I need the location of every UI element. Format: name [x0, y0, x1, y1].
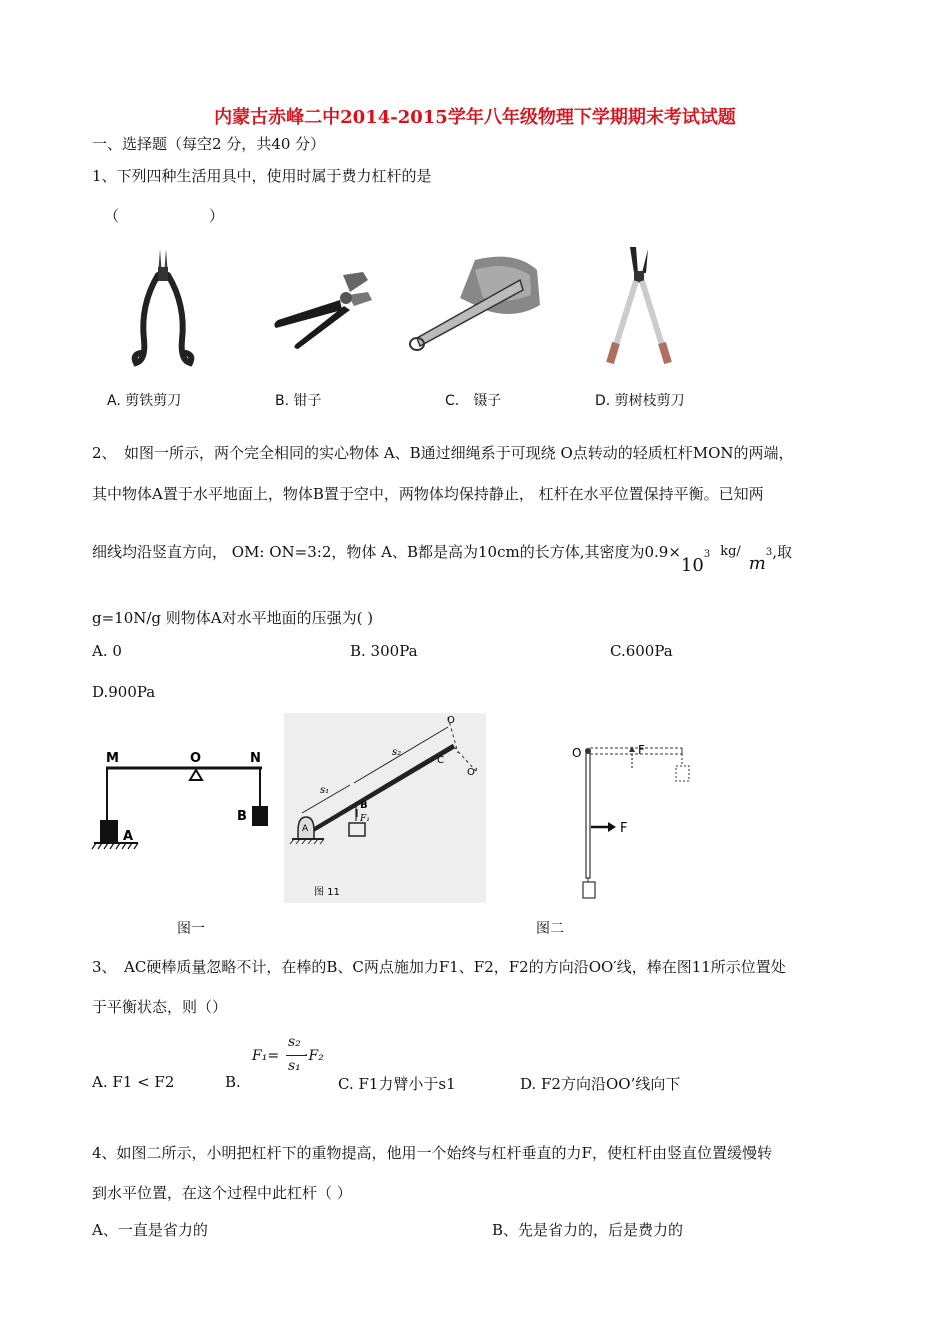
fig11-label-c: C [437, 755, 444, 766]
fig11-label-b: B [360, 800, 368, 811]
q2-option-a: A. 0 [92, 642, 122, 660]
branch-shears-icon [600, 245, 680, 365]
q2-line1: 2、 如图一所示，两个完全相同的实心物体 A、B通过细绳系于可现绕 O点转动的轻质杠杆MON的两端， [92, 444, 794, 462]
q3-option-b: B. [225, 1073, 241, 1091]
q2-line3 [92, 541, 793, 576]
q3-line2: 于平衡状态，则（） [92, 998, 228, 1016]
pliers-icon [268, 270, 378, 350]
q2-option-b: B. 300Pa [350, 642, 418, 660]
q1-option-c: C. 镊子 [445, 393, 502, 409]
q3-formula [252, 1034, 332, 1078]
fig11-label-o-prime: O' [467, 767, 478, 778]
fig11-caption: 图 11 [314, 887, 340, 898]
fig11-label-a: A [302, 824, 309, 834]
q4-line2: 到水平位置，在这个过程中此杠杆（ ） [92, 1184, 352, 1202]
fig11-label-f1: F₁ [360, 814, 370, 824]
unit-m-exp: 3 [765, 547, 773, 558]
q4-line1: 4、如图二所示，小明把杠杆下的重物提高，他用一个始终与杠杆垂直的力F，使杠杆由竖直位置缓慢转 [92, 1144, 772, 1162]
q3-option-c: C. F1力臂小于s1 [338, 1075, 456, 1093]
fig11-label-o: O [447, 715, 455, 726]
fig1-label-m: M [106, 751, 119, 766]
figure-2-rotating-lever [570, 742, 700, 904]
fig2-label-f-top: F [638, 743, 645, 757]
q1-answer-paren: （ ） [104, 207, 225, 225]
formula-f2: ·F₂ [304, 1048, 324, 1064]
iron-shears-icon [130, 245, 200, 370]
fig2-label-o: O [572, 746, 582, 760]
q2-line3-tail: ,取 [772, 543, 793, 561]
fig1-label-b: B [237, 809, 247, 824]
power-base: 10 [680, 555, 704, 576]
page-title: 内蒙古赤峰二中2014-2015学年八年级物理下学期期末考试试题 [214, 107, 736, 128]
unit-m: m [748, 553, 766, 574]
q2-option-c: C.600Pa [610, 642, 673, 660]
q3-option-d: D. F2方向沿OO’线向下 [520, 1075, 681, 1093]
fig2-caption: 图二 [536, 921, 564, 937]
fig1-caption: 图一 [177, 921, 205, 937]
figure-11-rod [284, 713, 486, 903]
fig11-label-s1: s₁ [320, 785, 330, 796]
fig11-label-s2: s₂ [392, 747, 402, 758]
q2-option-d: D.900Pa [92, 683, 156, 701]
unit-kg: kg/ [720, 544, 741, 559]
q4-option-a: A、一直是省力的 [92, 1221, 208, 1239]
fig1-label-n: N [250, 751, 261, 766]
tweezers-icon [405, 250, 545, 360]
fig1-label-o: O [190, 751, 202, 766]
formula-denominator: s₁ [288, 1058, 301, 1074]
figure-1-lever [90, 748, 275, 860]
q3-line1: 3、 AC硬棒质量忽略不计，在棒的B、C两点施加力F1、F2，F2的方向沿OO′线，棒在图11所示位置处 [92, 958, 786, 976]
q1-option-a: A. 剪铁剪刀 [107, 393, 182, 409]
q2-line4: g=10N/g 则物体A对水平地面的压强为( ) [92, 609, 374, 627]
q2-line2: 其中物体A置于水平地面上，物体B置于空中，两物体均保持静止， 杠杆在水平位置保持平衡。已知两 [92, 485, 764, 503]
q3-option-a: A. F1 < F2 [92, 1073, 175, 1091]
q1-option-b: B. 钳子 [275, 393, 322, 409]
q1-stem: 1、下列四种生活用具中，使用时属于费力杠杆的是 [92, 167, 432, 185]
fig2-label-f-side: F [620, 821, 628, 836]
formula-numerator: s₂ [288, 1034, 301, 1050]
q1-option-d: D. 剪树枝剪刀 [595, 393, 685, 409]
fig1-label-a: A [123, 829, 134, 844]
formula-f1: F₁= [252, 1048, 280, 1064]
q2-line3-text: 细线均沿竖直方向， OM: ON=3:2，物体 A、B都是高为10cm的长方体,其密度为0.9× [92, 543, 681, 561]
q4-option-b: B、先是省力的，后是费力的 [492, 1221, 684, 1239]
power-exp: 3 [703, 549, 711, 560]
section-heading: 一、选择题（每空2 分，共40 分） [92, 135, 326, 153]
